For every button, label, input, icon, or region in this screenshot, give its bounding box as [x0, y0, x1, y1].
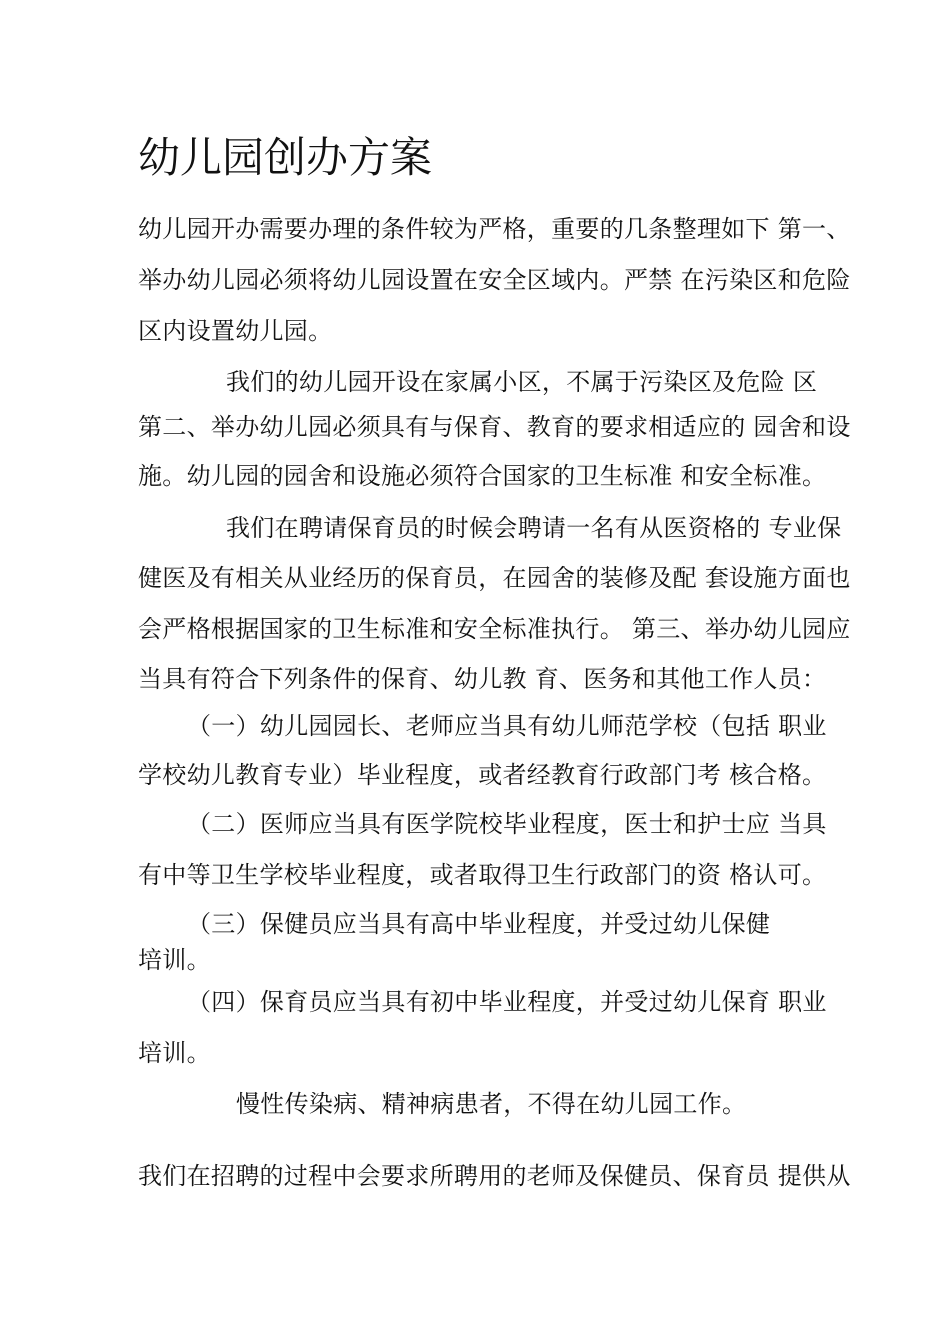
body-line-20: 我们在招聘的过程中会要求所聘用的老师及保健员、保育员 提供从	[138, 1162, 851, 1190]
body-line-11: （一）幼儿园园长、老师应当具有幼儿师范学校（包括 职业	[187, 712, 827, 740]
body-line-4: 我们的幼儿园开设在家属小区，不属于污染区及危险 区	[226, 368, 818, 396]
body-line-6: 施。幼儿园的园舍和设施必须符合国家的卫生标准 和安全标准。	[138, 462, 827, 490]
body-line-17: （四）保育员应当具有初中毕业程度，并受过幼儿保育 职业	[187, 988, 827, 1016]
body-line-9: 会严格根据国家的卫生标准和安全标准执行。 第三、举办幼儿园应	[138, 615, 851, 643]
body-line-16: 培训。	[138, 946, 211, 974]
body-line-18: 培训。	[138, 1039, 211, 1067]
body-line-5: 第二、举办幼儿园必须具有与保育、教育的要求相适应的 园舍和设	[138, 413, 851, 441]
body-line-12: 学校幼儿教育专业）毕业程度，或者经教育行政部门考 核合格。	[138, 761, 827, 789]
body-line-2: 举办幼儿园必须将幼儿园设置在安全区域内。严禁 在污染区和危险	[138, 266, 851, 294]
body-line-8: 健医及有相关从业经历的保育员，在园舍的装修及配 套设施方面也	[138, 564, 851, 592]
body-line-19: 慢性传染病、精神病患者，不得在幼儿园工作。	[236, 1090, 747, 1118]
body-line-14: 有中等卫生学校毕业程度，或者取得卫生行政部门的资 格认可。	[138, 861, 827, 889]
document-title: 幼儿园创办方案	[138, 133, 433, 182]
body-line-3: 区内设置幼儿园。	[138, 317, 333, 345]
body-line-13: （二）医师应当具有医学院校毕业程度，医士和护士应 当具	[187, 810, 827, 838]
body-line-1: 幼儿园开办需要办理的条件较为严格，重要的几条整理如下 第一、	[138, 215, 851, 243]
body-line-15: （三）保健员应当具有高中毕业程度，并受过幼儿保健	[187, 910, 771, 938]
body-line-7: 我们在聘请保育员的时候会聘请一名有从医资格的 专业保	[226, 514, 842, 542]
body-line-10: 当具有符合下列条件的保育、幼儿教 育、医务和其他工作人员：	[138, 665, 827, 693]
